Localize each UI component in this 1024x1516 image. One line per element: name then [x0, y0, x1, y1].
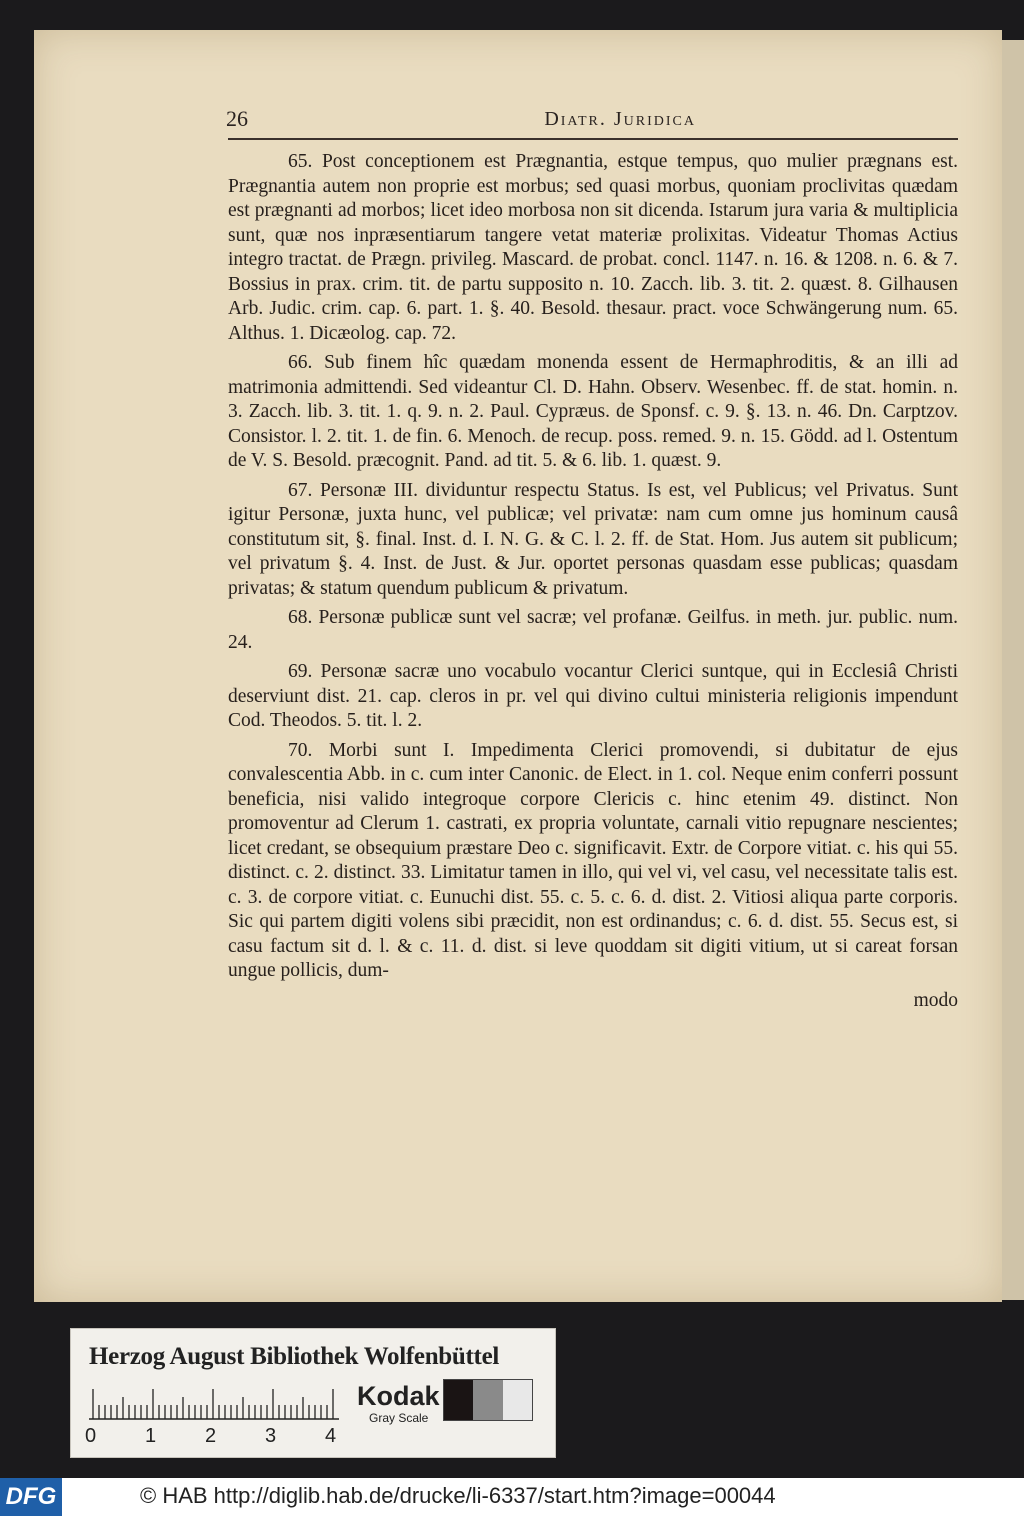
scale-number: 4	[325, 1425, 337, 1447]
copyright-link[interactable]: © HAB http://diglib.hab.de/drucke/li-6337/start.htm?image=00044	[140, 1483, 776, 1508]
paragraph-70: 70. Morbi sunt I. Impedimenta Clerici promovendi, si dubitatur de ejus convalescentia Abb. in c. cum inter Canonic. de Elect. in 1. col. Neque enim conferri possunt beneficia, nisi valido integroque corpore Clericis c. hinc etenim 49. distinct. Non promoventur ad Clerum 1. castrati, ex propria voluntate, carnali vitio repugnare nescientes; licet credant, se obsequium præstare Deo c. significavit. Extr. de Corpore vitiat. c. his qui 55. distinct. c. 2. distinct. 33. Limitatur tamen in illo, qui vel vi, vel casu, vel necessitate talis est. c. 3. de corpore vitiat. c. Eunuchi dist. 55. c. 5. c. 6. d. dist. 2. Vitiosi aliqua parte corporis. Sic qui partem digiti volens sibi præcidit, non est ordinandus; c. 6. d. dist. 55. Secus est, si casu factum sit d. l. & c. 11. d. dist. si leve quoddam sit digiti vitium, ut si careat forsan ungue pollicis, dum-	[228, 739, 958, 981]
library-title: Herzog August Bibliothek Wolfenbüttel	[89, 1343, 500, 1370]
scale-number: 0	[85, 1425, 97, 1447]
catchword: modo	[913, 989, 958, 1011]
page-header	[226, 106, 696, 136]
swatch-mid	[473, 1380, 502, 1420]
page-number: 26	[226, 106, 248, 131]
paragraph-65: 65. Post conceptionem est Prægnantia, estque tempus, quo mulier prægnans est. Prægnantia autem non proprie est morbus; sed quasi morbus, quoniam proclivitas quædam est prægnanti ad morbos; licet ideo morbosa non sit dicenda. Istarum jura varia & multiplicia sunt, quæ nos inpræsentiarum tangere vetat materiæ prolixitas. Videatur Thomas Actius integro tractat. de Prægn. privileg. Mascard. de probat. concl. 1147. n. 16. & 1208. n. 6. & 7. Bossius in prax. crim. tit. de partu supposito n. 10. Zacch. lib. 3. tit. 2. quæst. 8. Gilhausen Arb. Judic. crim. cap. 6. part. 1. §. 40. Besold. thesaur. pract. voce Schwängerung num. 65. Althus. 1. Dicæolog. cap. 72.	[228, 151, 958, 344]
page-text	[228, 150, 958, 1013]
paragraph-66: 66. Sub finem hîc quædam monenda essent de Hermaphroditis, & an illi ad matrimonia admittendi. Sed videantur Cl. D. Hahn. Observ. Wesenbec. ff. de stat. homin. n. 3. Zacch. lib. 3. tit. 1. q. 9. n. 2. Paul. Cypræus. de Sponsf. c. 9. §. 13. n. 46. Dn. Carptzov. Consistor. l. 2. tit. 1. de fin. 6. Menoch. de recup. poss. remed. 9. n. 15. Gödd. ad l. Ostentum de V. S. Besold. præcognit. Pand. ad tit. 5. & 6. lib. 1. quæst. 9.	[228, 352, 958, 471]
page-edge	[1000, 40, 1024, 1300]
scale-number: 2	[205, 1425, 217, 1447]
scale-number: 1	[145, 1425, 157, 1447]
swatch-light	[503, 1380, 532, 1420]
kodak-logo: Kodak	[357, 1381, 440, 1411]
paragraph-68: 68. Personæ publicæ sunt vel sacræ; vel profanæ. Geilfus. in meth. jur. public. num. 24.	[228, 607, 958, 653]
running-title: Diatr. Juridica	[544, 108, 696, 130]
header-rule	[228, 138, 958, 140]
gray-swatches	[443, 1379, 533, 1421]
gray-scale-label: Gray Scale	[369, 1411, 429, 1425]
dfg-logo[interactable]: DFG	[0, 1478, 62, 1516]
paragraph-69: 69. Personæ sacræ uno vocabulo vocantur Clerici suntque, qui in Ecclesiâ Christi deserviunt dist. 21. cap. cleros in pr. vel qui divino cultui ministeria religionis impendunt Cod. Theodos. 5. tit. l. 2.	[228, 661, 958, 731]
viewer-footer	[0, 1478, 1024, 1516]
scale-number: 3	[265, 1425, 277, 1447]
library-color-card	[70, 1328, 556, 1458]
swatch-dark	[444, 1380, 473, 1420]
ruler-scale	[89, 1385, 339, 1421]
paragraph-67: 67. Personæ III. dividuntur respectu Status. Is est, vel Publicus; vel Privatus. Sunt igitur Personæ, juxta hunc, vel publicæ; vel privatæ: nam cum omne jus hominum causâ constitutum sit, §. final. Inst. d. I. N. G. & C. l. 2. ff. de Stat. Hom. Jus autem sit publicum; vel privatum §. 4. Inst. de Just. & Jur. oportet personas quasdam esse publicas; quasdam privatas; & statum quendum publicum & privatum.	[228, 479, 958, 599]
